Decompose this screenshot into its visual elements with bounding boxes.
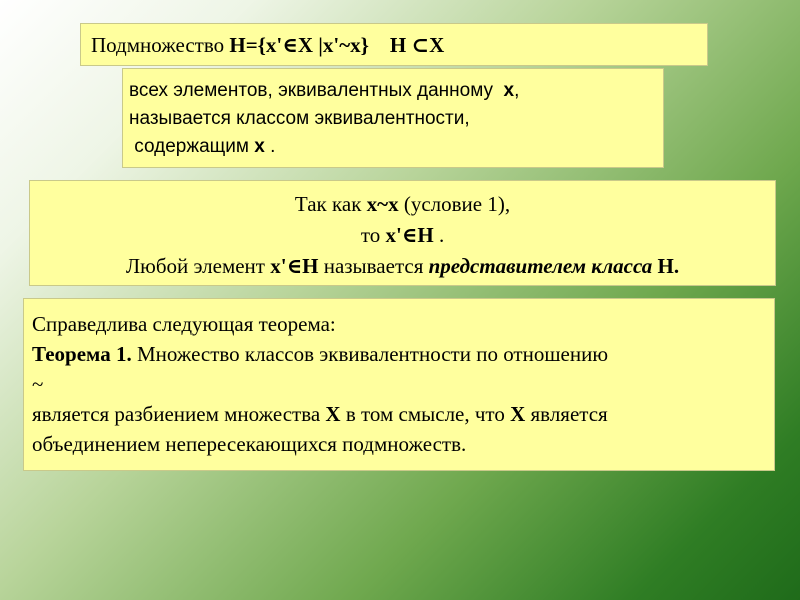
equivalence-line-3 [129,133,657,161]
theorem-line-4-post: является [525,402,608,426]
representative-line-1-post: (условие 1), [398,192,511,216]
representative-line-1-var: x~x [366,192,399,216]
theorem-line-4-mid: в том смысле, что [340,402,511,426]
equivalence-line-1-text: всех элементов, эквивалентных данному [129,80,504,101]
theorem-var-x-1: X [325,402,341,426]
equivalence-class-box [122,68,664,168]
equivalence-line-3-end: . [264,136,276,157]
representative-line-3-end: H. [652,254,680,278]
theorem-line-5: объединением непересекающихся подмножеств. [32,432,467,456]
equivalence-line-1-var: x [503,80,515,101]
equivalence-line-3-text: содержащим [129,136,255,157]
representative-line-2-post: . [433,223,445,247]
representative-line-3 [38,251,767,282]
subset-definition-box [80,23,708,66]
representative-line-3-mid: называется [318,254,429,278]
representative-term: представителем класса [428,254,653,278]
theorem-label: Теорема 1. [32,342,132,366]
representative-line-3-var: x'∈H [270,254,319,278]
representative-line-2-pre: то [360,223,386,247]
subset-gap [369,33,390,57]
equivalence-line-2: называется классом эквивалентности, [129,108,470,129]
representative-line-3-pre: Любой элемент [125,254,271,278]
theorem-line-4-pre: является разбиением множества [32,402,326,426]
theorem-var-x-2: X [510,402,526,426]
representative-line-2-var: x'∈H [385,223,434,247]
representative-line-1 [38,189,767,220]
theorem-intro: Справедлива следующая теорема: [32,312,336,336]
equivalence-line-1-end: , [514,80,520,101]
theorem-tilde: ~ [32,372,44,396]
representative-line-1-pre: Так как [294,192,367,216]
subset-prefix: Подмножество [91,33,230,57]
equivalence-line-3-var: x [254,136,265,157]
representative-line-2 [38,220,767,251]
theorem-line-2 [32,339,766,369]
theorem-line-4 [32,399,766,429]
equivalence-line-1 [129,77,657,105]
theorem-text: Множество классов эквивалентности по отношению [131,342,609,366]
subset-formula: H={x'∈X |x'~x} [229,33,369,57]
theorem-box [23,298,775,471]
subset-relation: H ⊂X [389,33,445,57]
representative-box [29,180,776,286]
